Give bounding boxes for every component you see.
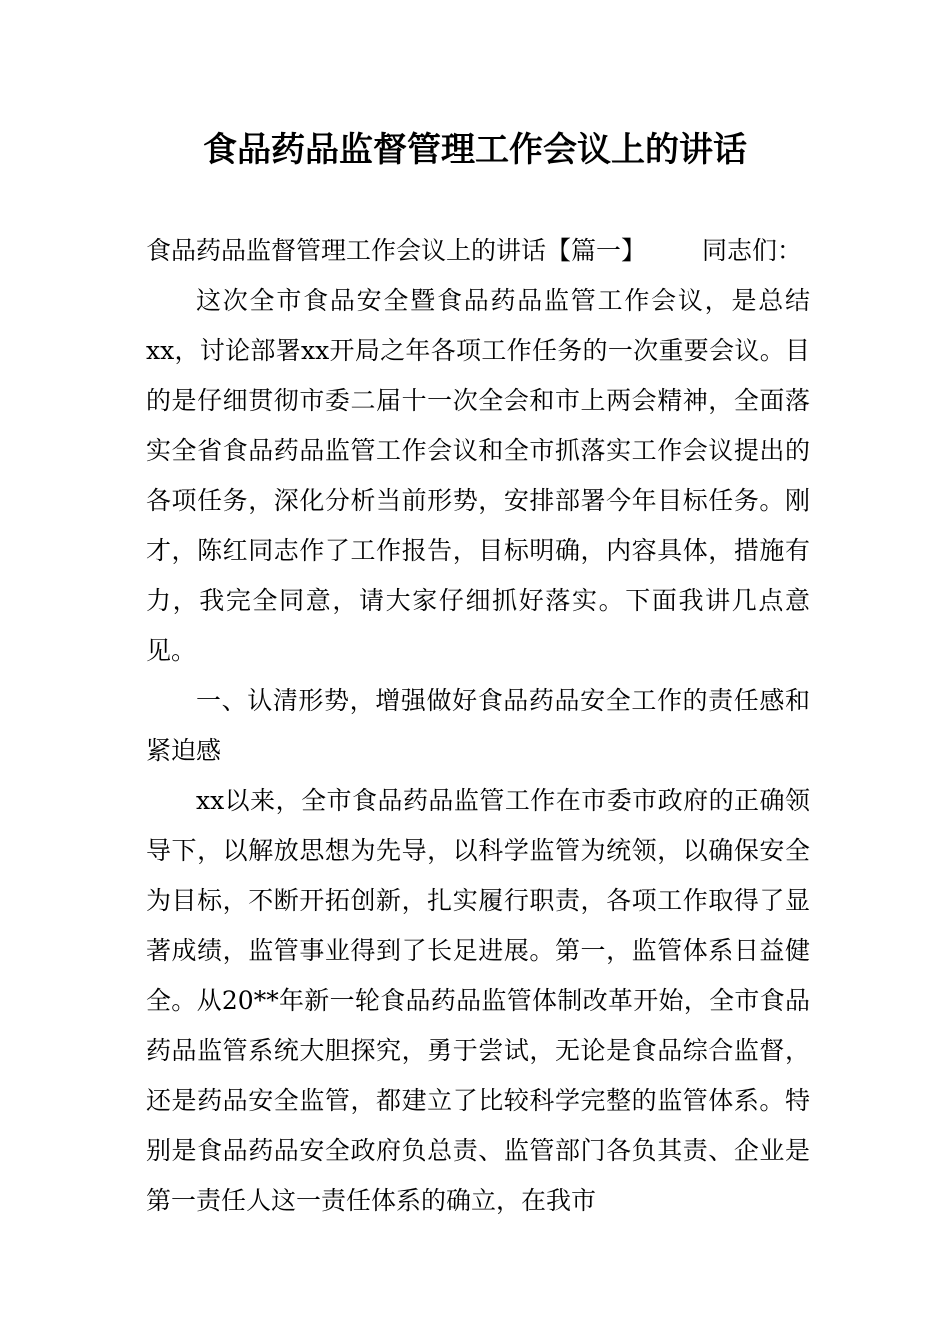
- paragraph-meeting-overview: 这次全市食品安全暨食品药品监管工作会议，是总结xx，讨论部署xx开局之年各项工作任务的一次重要会议。目的是仔细贯彻市委二届十一次全会和市上两会精神，全面落实全省食品药品监管工作会议和全市抓落实工作会议提出的各项任务，深化分析当前形势，安排部署今年目标任务。刚才，陈红同志作了工作报告，目标明确，内容具体，措施有力，我完全同意，请大家仔细抓好落实。下面我讲几点意见。: [146, 286, 810, 665]
- paragraph-achievements: xx以来，全市食品药品监管工作在市委市政府的正确领导下，以解放思想为先导，以科学监管为统领，以确保安全为目标，不断开拓创新，扎实履行职责，各项工作取得了显著成绩，监管事业得到了长足进展。第一，监管体系日益健全。从20**年新一轮食品药品监管体制改革开始，全市食品药品监管系统大胆探究，勇于尝试，无论是食品综合监督，还是药品安全监管，都建立了比较科学完整的监管体系。特别是食品药品安全政府负总责、监管部门各负其责、企业是第一责任人这一责任体系的确立，在我市: [146, 786, 810, 1215]
- salutation: 同志们：: [702, 236, 803, 265]
- section-heading-1: 一、认清形势，增强做好食品药品安全工作的责任感和紧迫感: [146, 686, 810, 765]
- page-title: 食品药品监督管理工作会议上的讲话: [203, 130, 747, 170]
- intro-line: [146, 226, 810, 276]
- document-body: [146, 226, 810, 1226]
- intro-heading: 食品药品监督管理工作会议上的讲话【篇一】: [146, 236, 647, 265]
